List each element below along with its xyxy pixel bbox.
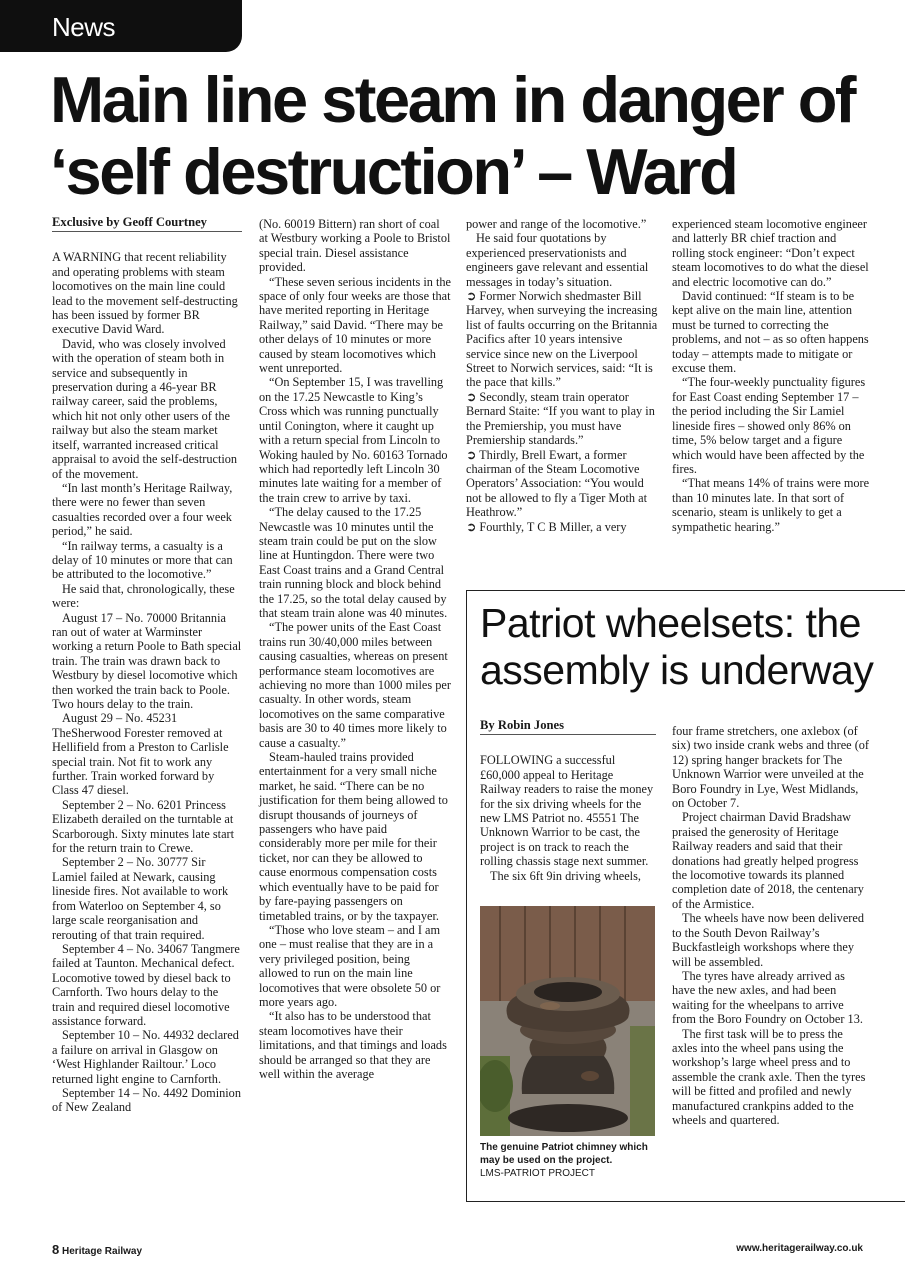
paragraph: “The power units of the East Coast trains run 30/40,000 miles between causing casualties, whereas on present performance steam locomotives are achieving no more than 1000 miles per casualty. In other words, steam locomotives on the same comparative basis are 30 to 40 times more likely to cause a casualty.” — [259, 620, 451, 750]
paragraph: “On September 15, I was travelling on the 17.25 Newcastle to King’s Cross which was running punctually until Conington, where it caught up with a return special from Lincoln to Woking hauled by No. 60163 Tornado which had reportedly left Lincoln 30 minutes late waiting for a member of the train crew to arrive by taxi. — [259, 375, 448, 505]
footer-page-info — [52, 1242, 142, 1257]
paragraph: September 14 – No. 4492 Dominion of New Zealand — [52, 1085, 241, 1115]
paragraph: September 2 – No. 30777 Sir Lamiel failed at Newark, causing lineside fires. Not available to work from Waterloo on September 4, so large scale reorganisation and rerouting of that train required. — [52, 855, 229, 942]
paragraph: September 10 – No. 44932 declared a failure on arrival in Glasgow on ‘West Highlander Railtour.’ Loco returned light engine to Carnforth. — [52, 1028, 239, 1086]
boxed-article-headline: Patriot wheelsets: the assembly is underway — [480, 600, 874, 693]
boxed-byline: By Robin Jones — [480, 718, 656, 735]
paragraph: The tyres have already arrived as have the new axles, and had been waiting for the wheelpans to arrive from the Boro Foundry on October 13. — [672, 968, 863, 1027]
paragraph: The wheels have now been delivered to the South Devon Railway’s Buckfastleigh workshops where they will be assembled. — [672, 911, 864, 969]
paragraph: David continued: “If steam is to be kept alive on the main line, attention must be turned to correcting the problems, and not – as so often happens today – attempts made to mitigate or excuse them. — [672, 289, 869, 376]
footer-website[interactable]: www.heritagerailway.co.uk — [736, 1243, 863, 1254]
article-column-1 — [52, 215, 242, 1115]
boxed-column-1 — [480, 718, 656, 883]
paragraph: FOLLOWING a successful £60,000 appeal to Heritage Railway readers to raise the money for the six driving wheels for the new LMS Patriot no. 45551 The Unknown Warrior to be cast, the project is on track to reach the rolling chassis stage next summer. — [480, 753, 654, 869]
paragraph: September 4 – No. 34067 Tangmere failed at Taunton. Mechanical defect. Locomotive towed by diesel back to Carnforth. Two hours delay to the train and required diesel locomotive assistance forward. — [52, 941, 240, 1028]
byline: Exclusive by Geoff Courtney — [52, 215, 242, 232]
paragraph: power and range of the locomotive.” — [466, 217, 647, 231]
paragraph: David, who was closely involved with the operation of steam both in service and subsequently in preservation during a 46-year BR railway career, said the problems, which hit not only other users of the railway but also the steam market itself, warranted increased critical appraisal to avoid the self-destruction of the movement. — [52, 336, 238, 481]
paragraph: (No. 60019 Bittern) ran short of coal at Westbury working a Poole to Bristol special train. Diesel assistance provided. — [259, 217, 451, 275]
section-tab — [0, 0, 242, 52]
caption-text: The genuine Patriot chimney which may be used on the project. — [480, 1142, 648, 1166]
chimney-photo — [480, 906, 655, 1136]
publication-name: Heritage Railway — [62, 1246, 143, 1257]
paragraph: He said that, chronologically, these were: — [52, 581, 235, 611]
paragraph: August 29 – No. 45231 TheSherwood Forester removed at Hellifield from a Preston to Carlisle special train. Not fit to work any further. Train worked forward by Class 47 diesel. — [52, 711, 229, 798]
article-column-4 — [672, 217, 870, 534]
paragraph: September 2 – No. 6201 Princess Elizabeth derailed on the turntable at Scarborough. Sixty minutes late start for the return train to Crewe. — [52, 797, 235, 856]
paragraph: “In last month’s Heritage Railway, there were no fewer than seven casualties recorded over a four week period,” he said. — [52, 480, 233, 539]
paragraph: The six 6ft 9in driving wheels, — [490, 868, 641, 883]
paragraph: ➲ Thirdly, Brell Ewart, a former chairman of the Steam Locomotive Operators’ Association: “You would not be allowed to fly a Tiger Moth at Heathrow.” — [466, 447, 648, 520]
paragraph: He said four quotations by experienced preservationists and engineers gave relevant and essential messages in today’s situation. — [466, 231, 649, 289]
paragraph: The first task will be to press the axles into the wheel pans using the workshop’s large wheel press and to assemble the crank axle. Then the tyres will be fitted and profiled and newly manufactured crankpins added to the wheels and quartered. — [672, 1026, 866, 1127]
article-column-2 — [259, 217, 451, 1081]
paragraph: experienced steam locomotive engineer and latterly BR chief traction and rolling stock engineer: “Don’t expect steam locomotives to do what the diesel and electric locomotive can do.” — [672, 217, 869, 289]
main-headline: Main line steam in danger of ‘self destruction’ – Ward — [50, 63, 855, 208]
paragraph: “The delay caused to the 17.25 Newcastle was 10 minutes until the steam train could be put on the slow line at Huntingdon. There were two East Coast trains and a Grand Central train running block and block behind the 17.25, so the total delay caused by that steam train alone was 40 minutes. — [259, 505, 448, 620]
paragraph: “These seven serious incidents in the space of only four weeks are those that have merited reporting in Heritage Railway,” said David. “There may be other delays of 10 minutes or more caused by steam locomotives which went unreported. — [259, 274, 452, 376]
paragraph: ➲ Fourthly, T C B Miller, a very — [466, 519, 627, 534]
paragraph: August 17 – No. 70000 Britannia ran out of water at Warminster working a return Poole to Bath special train. The train was drawn back to Westbury by diesel locomotive which then worked the train back to Poole. Two hours delay to the train. — [52, 610, 242, 711]
paragraph: Steam-hauled trains provided entertainment for a very small niche market, he said. “There can be no justification for them being allowed to disrupt thousands of journeys of passengers who have paid considerably more per mile for their ticket, nor can they be allowed to cause enormous compensation costs which eventually have to be paid for by fare-paying passengers on timetabled trains, or by the taxpayer. — [259, 750, 448, 923]
paragraph: A WARNING that recent reliability and operating problems with steam locomotives on the main line could lead to the movement self-destructing has been issued by former BR executive David Ward. — [52, 250, 238, 337]
paragraph: “The four-weekly punctuality figures for East Coast ending September 17 – the period including the Sir Lamiel lineside fires – showed only 86% on time, 5% below target and a figure which would have been affected by the fires. — [672, 375, 866, 476]
paragraph: ➲ Secondly, steam train operator Bernard Staite: “If you want to play in the Premiership, you must have Premiership standards.” — [466, 389, 655, 448]
paragraph: “It also has to be understood that steam locomotives have their limitations, and that timings and loads should be arranged so that they are well within the average — [259, 1009, 447, 1081]
section-label: News — [52, 12, 116, 42]
paragraph: ➲ Former Norwich shedmaster Bill Harvey, when surveying the increasing list of faults occurring on the Britannia Pacifics after 10 years intensive service since new on the Liverpool Street to Norwich services, said: “It is the pace that kills.” — [466, 289, 658, 390]
paragraph: Project chairman David Bradshaw praised the generosity of Heritage Railway readers and said that their donations had greatly helped progress the locomotive towards its planned completion date of 2018, the centenary of the Armistice. — [672, 810, 864, 911]
paragraph: “That means 14% of trains were more than 10 minutes late. In that sort of scenario, steam is unlikely to get a sympathetic hearing.” — [672, 476, 870, 534]
article-column-3 — [466, 217, 658, 534]
photo-credit: LMS-PATRIOT PROJECT — [480, 1168, 596, 1179]
paragraph: four frame stretchers, one axlebox (of six) two inside crank webs and three (of 12) spring hanger brackets for The Unknown Warrior were unveiled at the Boro Foundry in Lye, West Midlands, on October 7. — [672, 724, 870, 811]
paragraph: “Those who love steam – and I am one – must realise that they are in a very privileged position, being allowed to run on the main line locomotives that were obsolete 50 or more years ago. — [259, 922, 441, 1009]
photo-caption — [480, 1141, 658, 1180]
page-number: 8 — [52, 1242, 60, 1257]
boxed-column-2 — [672, 724, 870, 1127]
paragraph: “In railway terms, a casualty is a delay of 10 minutes or more that can be attributed to the locomotive.” — [52, 538, 233, 582]
